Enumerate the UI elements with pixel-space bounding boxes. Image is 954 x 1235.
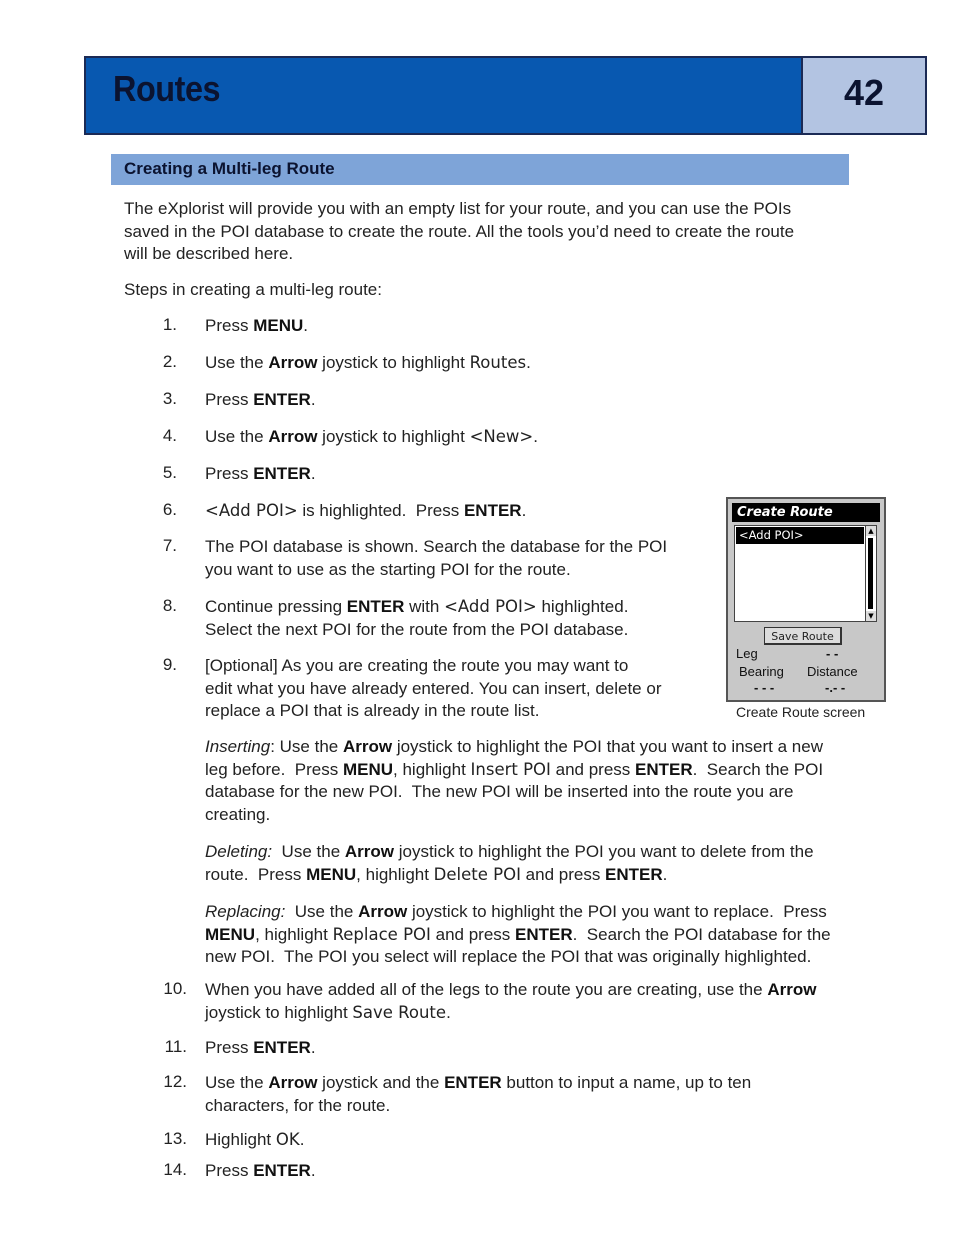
step-number: 9. [162,655,177,674]
scroll-down-arrow-icon: ▼ [866,611,876,621]
inserting-paragraph: Inserting: Use the Arrow joystick to highlight the POI that you want to insert a new leg before. Press MENU, highlight Insert POI and press ENTER. Search the POI database for the new POI. The new POI will be inserted into the route you are creating. [205,737,824,824]
steps-lead: Steps in creating a multi-leg route: [124,280,382,299]
page-number-box [801,58,925,133]
section-heading-bar [111,154,849,185]
step-9-line: edit what you have already entered. You can insert, delete or [205,678,662,698]
leg-value: - - [826,646,839,661]
step-8-text: Continue pressing ENTER with <Add POI> highlighted. Select the next POI for the route from the POI database. [205,596,628,641]
leg-label: Leg [736,646,758,661]
step-number: 14. [163,1160,187,1179]
scrollbar [865,525,877,622]
step-6-text: <Add POI> is highlighted. Press ENTER. [205,501,527,520]
distance-label: Distance [807,664,858,679]
step-number: 12. [163,1072,187,1091]
step-4-text: Use the Arrow joystick to highlight <New>. [205,427,538,446]
route-list [734,525,868,622]
intro-line-1: The eXplorist will provide you with an empty list for your route, and you can use the POIs [124,199,792,218]
step-number: 2. [162,352,177,371]
step-7-line: you want to use as the starting POI for the route. [205,559,571,579]
step-7-line: The POI database is shown. Search the database for the POI [205,537,668,556]
step-10-text: When you have added all of the legs to the route you are creating, use the Arrow joystick to highlight Save Route. [205,980,817,1022]
section-heading: Creating a Multi-leg Route [124,159,335,178]
step-12-text: Use the Arrow joystick and the ENTER button to input a name, up to ten characters, for the route. [205,1073,752,1115]
step-5-text: Press ENTER. [205,464,316,483]
step-3-text: Press ENTER. [205,390,316,409]
step-number: 8. [162,596,177,615]
step-number: 4. [162,426,177,445]
step-2-text: Use the Arrow joystick to highlight Routes. [205,353,531,372]
intro-line-2: saved in the POI database to create the route. All the tools you’d need to create the route [124,221,795,241]
step-number: 10. [163,979,187,998]
distance-value: -.- - [825,680,846,695]
page-number: 42 [843,72,885,113]
selected-list-item: <Add POI> [736,527,864,544]
step-number: 13. [163,1129,187,1148]
step-9-text [205,655,661,723]
step-number: 5. [162,463,177,482]
step-14-text: Press ENTER. [205,1161,316,1180]
create-route-screen-image [726,497,886,702]
step-9-line: replace a POI that is already in the route list. [205,701,540,720]
chapter-header [84,56,927,135]
step-number: 11. [164,1037,187,1056]
bearing-label: Bearing [739,664,784,679]
scroll-up-arrow-icon: ▲ [866,526,876,536]
bearing-value: - - - [754,680,775,695]
step-number: 1. [162,315,177,334]
save-route-button: Save Route [764,627,842,645]
intro-line-3: will be described here. [124,244,294,263]
chapter-title: Routes [113,68,221,109]
step-number: 7. [162,536,177,555]
deleting-paragraph: Deleting: Use the Arrow joystick to highlight the POI you want to delete from the route. Press MENU, highlight Delete POI and press ENTER. [205,842,814,884]
figure-caption: Create Route screen [736,704,866,720]
step-13-text: Highlight OK. [205,1130,305,1149]
step-8-line: Select the next POI for the route from the POI database. [205,619,629,639]
step-number: 3. [162,389,177,408]
scroll-thumb [868,538,873,609]
screen-title: Create Route [732,503,880,522]
step-number: 6. [162,500,177,519]
step-1-text: Press MENU. [205,316,308,335]
replacing-paragraph: Replacing: Use the Arrow joystick to highlight the POI you want to replace. Press MENU, highlight Replace POI and press ENTER. Search the POI database for the new POI. The POI you select will replace the POI that was originally highlighted. [205,902,831,966]
step-7-text [205,536,667,581]
step-11-text: Press ENTER. [205,1038,316,1057]
intro-paragraph [124,198,794,266]
step-9-line: [Optional] As you are creating the route you may want to [205,656,629,675]
